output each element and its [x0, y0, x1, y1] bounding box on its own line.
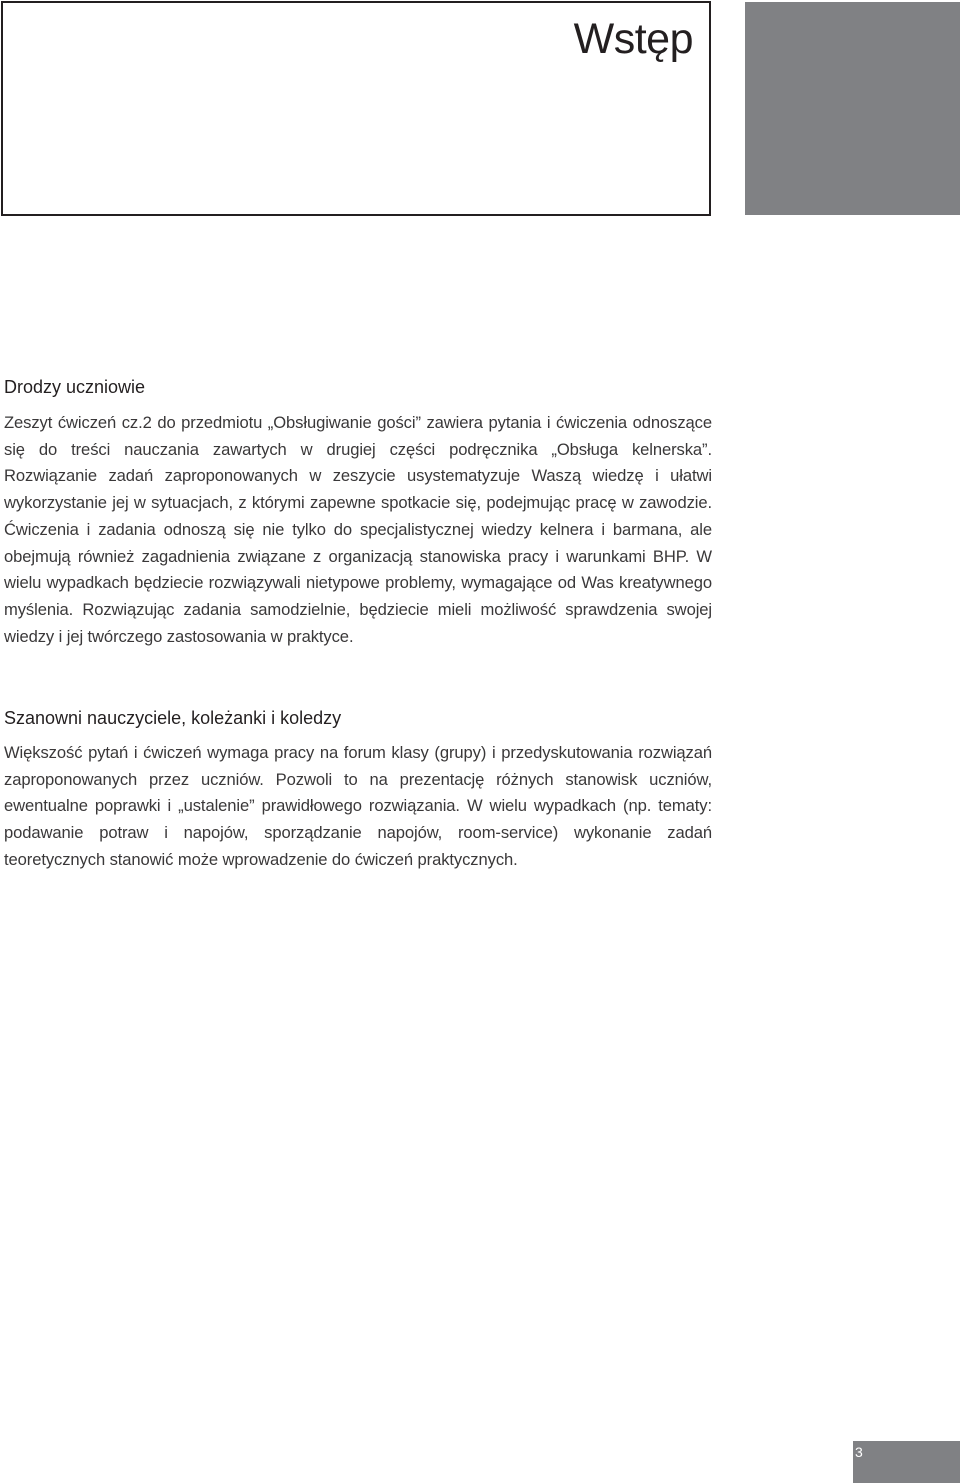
section-teachers: [4, 707, 712, 874]
section-body-teachers: Większość pytań i ćwiczeń wymaga pracy na forum klasy (grupy) i przedyskutowania rozwiązań zaproponowanych przez uczniów. Pozwoli to na prezentację różnych stanowisk uczniów, ewentualne poprawki i „ustalenie” prawidłowego rozwiązania. W wielu wypadkach (np. tematy: podawanie potraw i napojów, sporządzanie napojów, room-service) wykonanie zadań teoretycznych stanowić może wprowadzenie do ćwiczeń praktycznych.: [4, 743, 712, 869]
section-students: [4, 376, 712, 650]
page-number-box: [853, 1441, 960, 1483]
page-number: 3: [855, 1444, 863, 1460]
title-box: [1, 1, 711, 216]
section-heading-students: Drodzy uczniowie: [4, 377, 146, 397]
section-body-students: Zeszyt ćwiczeń cz.2 do przedmiotu „Obsługiwanie gości” zawiera pytania i ćwiczenia odnoszące się do treści nauczania zawartych w drugiej części podręcznika „Obsługa kelnerska”. Rozwiązanie zadań zaproponowanych w zeszycie usystematyzuje Waszą wiedzę i ułatwi wykorzystanie jej w sytuacjach, z którymi zapewne spotkacie się, podejmując pracę w zawodzie. Ćwiczenia i zadania odnoszą się nie tylko do specjalistycznej wiedzy kelnera i barmana, ale obejmują również zagadnienia związane z organizacją stanowiska pracy i warunkami BHP. W wielu wypadkach będziecie rozwiązywali nietypowe problemy, wymagające od Was kreatywnego myślenia. Rozwiązując zadania samodzielnie, będziecie mieli możliwość sprawdzenia swojej wiedzy i jej twórczego zastosowania w praktyce.: [4, 413, 712, 646]
page-title: Wstęp: [573, 15, 693, 63]
section-heading-teachers: Szanowni nauczyciele, koleżanki i koledzy: [4, 708, 342, 728]
decorative-gray-block: [745, 2, 960, 215]
